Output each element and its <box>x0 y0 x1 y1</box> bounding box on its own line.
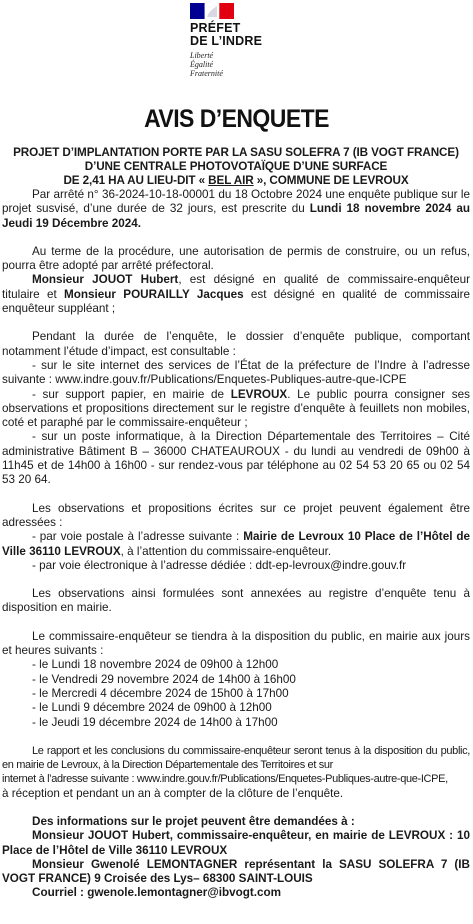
prefecture-logo <box>190 3 300 78</box>
projet-line-2: D’UNE CENTRALE PHOTOVOTAÏQUE D’UNE SURFACE <box>84 160 388 173</box>
paragraph-rapport-url: internet à l’adresse suivante : www.indre.gouv.fr/Publications/Enquetes-Publiques-autre-que-ICPE, <box>2 773 448 786</box>
projet-heading <box>2 146 470 188</box>
dates-enquete: Lundi 18 novembre 2024 au Jeudi 19 Décembre 2024. <box>2 202 470 230</box>
logo-indre: DE L’INDRE <box>190 34 263 48</box>
paragraph-procedure: Au terme de la procédure, une autorisation de permis de construire, ou un refus, pourra être adopté par arrêté préfectoral. <box>2 244 470 273</box>
list-item: - par voie postale à l’adresse suivante : Mairie de Levroux 10 Place de l’Hôtel de Ville 36110 LEVROUX, à l’attention du commissaire-enquêteur. <box>2 530 470 558</box>
list-item: - le Mercredi 4 décembre 2024 de 15h00 à 17h00 <box>32 686 289 700</box>
paragraph-arrete: Par arrêté n° 36-2024-10-18-00001 du 18 Octobre 2024 une enquête publique sur le projet susvisé, d’une durée de 32 jours, est prescrite du Lundi 18 novembre 2024 au Jeudi 19 Décembre 2024. <box>2 188 470 230</box>
permanences-list <box>2 658 470 729</box>
list-item: - sur un poste informatique, à la Direction Départementale des Territoires – Cité administrative Bâtiment B – 36000 CHATEAUROUX - du lundi au vendredi de 09h00 à 11h45 et de 14h00 à 16h00 - sur rendez-vous par téléphone au 02 54 53 20 65 ou 02 54 53 20 64. <box>2 430 470 487</box>
list-item: - par voie électronique à l’adresse dédiée : ddt-ep-levroux@indre.gouv.fr <box>32 558 407 572</box>
projet-line-1: PROJET D’IMPLANTATION PORTE PAR LA SASU SOLEFRA 7 (IB VOGT FRANCE) <box>13 146 459 159</box>
list-item: - le Lundi 18 novembre 2024 de 09h00 à 12h00 <box>32 658 279 672</box>
paragraph-consultation: Pendant la durée de l’enquête, le dossier d’enquête publique, comportant notamment l’étude d’impact, est consultable : <box>2 330 470 358</box>
contact-email: Courriel : gwenole.lemontagner@ibvogt.com <box>32 886 282 900</box>
list-item: - le Vendredi 29 novembre 2024 de 14h00 à 16h00 <box>32 672 296 686</box>
devise-fraternite: Fraternité <box>190 69 223 78</box>
contact-commissaire: Monsieur JOUOT Hubert, commissaire-enquêteur, en mairie de LEVROUX : 10 Place de l’Hôtel de Ville 36110 LEVROUX <box>2 829 470 857</box>
paragraph-registre: Les observations ainsi formulées sont annexées au registre d’enquête tenu à disposition en mairie. <box>2 587 470 615</box>
paragraph-rapport-end: à réception et pendant un an à compter de la clôture de l’enquête. <box>2 786 344 800</box>
contact-solefra: Monsieur Gwenolé LEMONTAGNER représentant la SASU SOLEFRA 7 (IB VOGT FRANCE) 9 Croisée des Lys– 68300 SAINT-LOUIS <box>2 857 470 886</box>
paragraph-commissaire: Monsieur JOUOT Hubert, est désigné en qualité de commissaire-enquêteur titulaire et Monsieur POURAILLY Jacques est désigné en qualité de commissaire enquêteur suppléant ; <box>2 273 470 316</box>
paragraph-rapport: Le rapport et les conclusions du commissaire-enquêteur seront tenus à la disposition du public, en mairie de Levroux, à la Direction Départementale des Territoires et sur <box>2 744 470 772</box>
projet-line-3: DE 2,41 HA AU LIEU-DIT « BEL AIR », COMMUNE DE LEVROUX <box>63 174 409 187</box>
paragraph-permanences: Le commissaire-enquêteur se tiendra à la disposition du public, en mairie aux jours et heures suivants : <box>2 629 470 658</box>
lieu-dit: BEL AIR <box>208 174 254 187</box>
list-item: - le Jeudi 19 décembre 2024 de 14h00 à 17h00 <box>32 715 278 729</box>
devise-liberte: Liberté <box>190 51 214 60</box>
paragraph-observations: Les observations et propositions écrites sur ce projet peuvent également être adressées : <box>2 501 470 529</box>
avis-body <box>2 146 470 901</box>
list-item: - sur support papier, en mairie de LEVROUX. Le public pourra consigner ses observations et propositions directement sur le registre d’enquête à feuillets non mobiles, coté et paraphé par le commissaire-enquêteur ; <box>2 387 470 430</box>
logo-prefet: PRÉFET <box>190 21 241 35</box>
marianne-flag-icon <box>190 3 234 19</box>
page-title: AVIS D’ENQUETE <box>144 105 329 133</box>
list-item: - le Lundi 9 décembre 2024 de 09h00 à 12h00 <box>32 701 272 715</box>
info-title: Des informations sur le projet peuvent être demandées à : <box>32 814 355 828</box>
devise-egalite: Égalité <box>190 60 214 69</box>
list-item: - sur le site internet des services de l’État de la préfecture de l’Indre à l’adresse suivante : www.indre.gouv.fr/Publications/Enquetes-Publiques-autre-que-ICPE <box>2 358 470 387</box>
logo-devise <box>190 51 300 78</box>
